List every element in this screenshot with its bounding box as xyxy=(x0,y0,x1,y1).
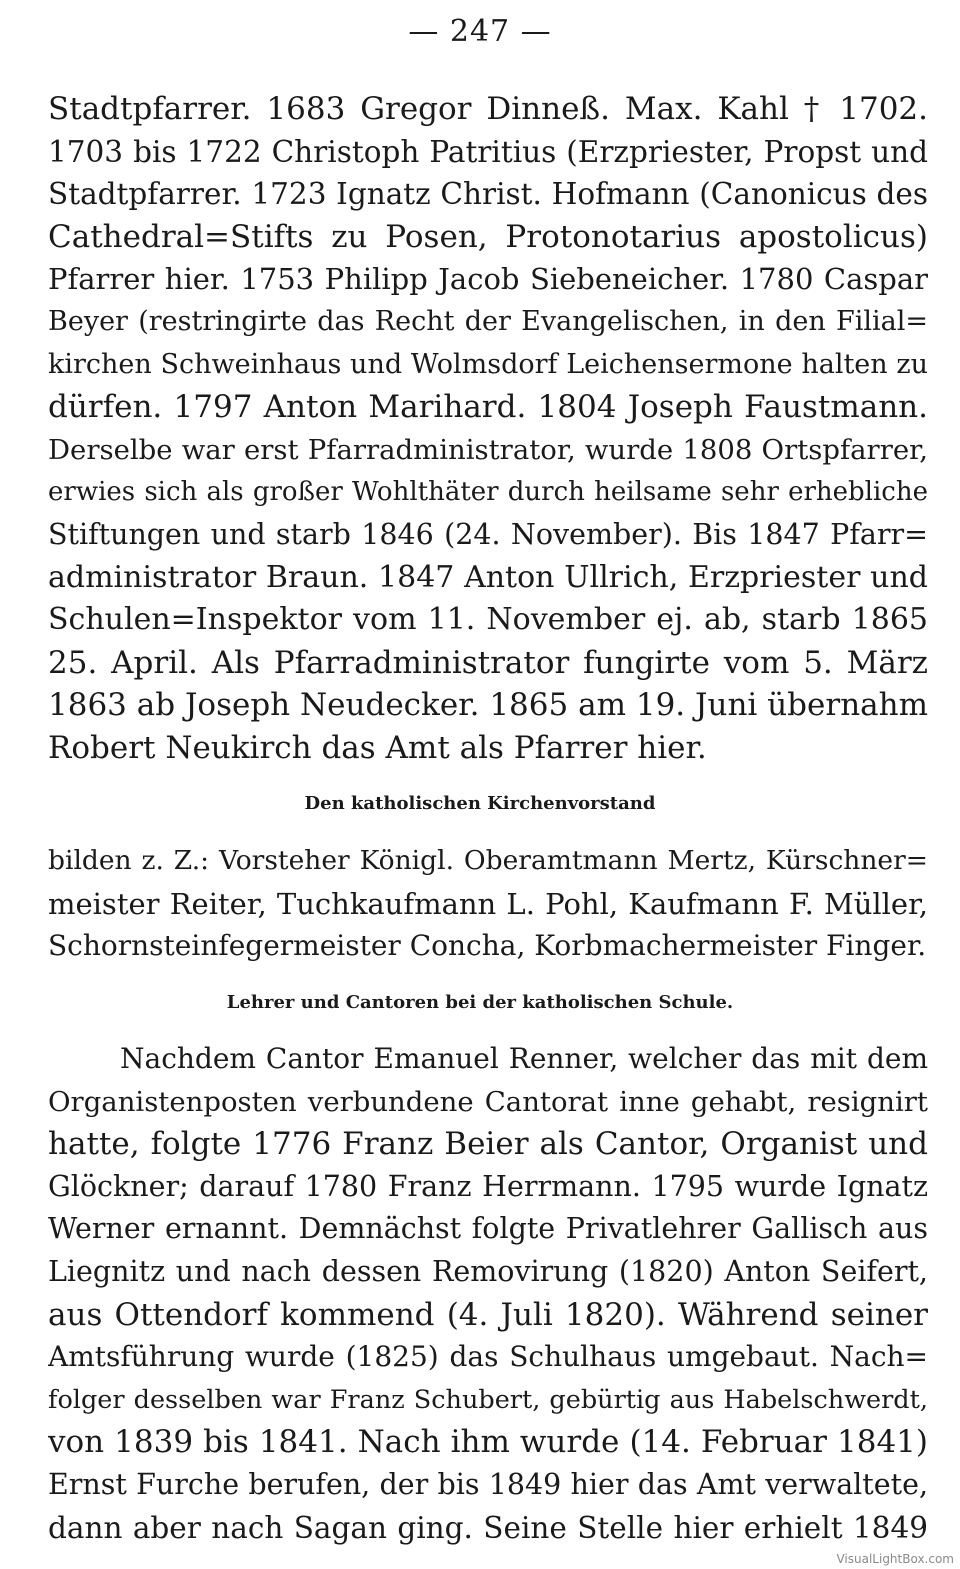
page-number: — 247 — xyxy=(408,14,552,49)
text-line: Werner ernannt. Demnächst folgte Privatlehrer Gallisch aus xyxy=(48,1212,928,1246)
text-line: Glöckner; darauf 1780 Franz Herrmann. 1795 wurde Ignatz xyxy=(48,1169,928,1203)
section-kirchenvorstand xyxy=(48,840,928,968)
text-line: hatte, folgte 1776 Franz Beier als Cantor, Organist und xyxy=(48,1126,928,1163)
text-line: 1863 ab Joseph Neudecker. 1865 am 19. Juni übernahm xyxy=(48,687,928,724)
section-heading-lehrer-cantoren: Lehrer und Cantoren bei der katholischen Schule. xyxy=(226,992,734,1013)
text-line: bilden z. Z.: Vorsteher Königl. Oberamtmann Mertz, Kürschner= xyxy=(48,845,928,876)
text-line: von 1839 bis 1841. Nach ihm wurde (14. Februar 1841) xyxy=(48,1424,928,1461)
section-lehrer-cantoren xyxy=(48,1038,928,1549)
text-line: erwies sich als großer Wohlthäter durch heilsame sehr erhebliche xyxy=(48,477,928,508)
text-line: Liegnitz und nach dessen Removirung (1820) Anton Seifert, xyxy=(48,1254,928,1288)
section-parish-history xyxy=(48,88,928,770)
text-line: Nachdem Cantor Emanuel Renner, welcher das mit dem xyxy=(120,1042,928,1075)
text-line: aus Ottendorf kommend (4. Juli 1820). Während seiner xyxy=(48,1296,928,1333)
text-line: Stadtpfarrer. 1723 Ignatz Christ. Hofmann (Canonicus des xyxy=(48,177,928,212)
text-line: Organistenposten verbundene Cantorat inne gehabt, resignirt xyxy=(48,1085,928,1118)
text-line: Derselbe war erst Pfarradministrator, wurde 1808 Ortspfarrer, xyxy=(48,433,928,466)
text-line: Schornsteinfegermeister Concha, Korbmachermeister Finger. xyxy=(48,929,927,963)
text-line: Amtsführung wurde (1825) das Schulhaus umgebaut. Nach= xyxy=(48,1340,928,1374)
watermark: VisualLightBox.com xyxy=(836,1552,954,1566)
text-line: 1703 bis 1722 Christoph Patritius (Erzpriester, Propst und xyxy=(48,134,928,169)
text-line: Ernst Furche berufen, der bis 1849 hier das Amt verwaltete, xyxy=(48,1467,928,1501)
text-line: administrator Braun. 1847 Anton Ullrich, Erzpriester und xyxy=(48,559,928,595)
text-line: Stiftungen und starb 1846 (24. November). Bis 1847 Pfarr= xyxy=(48,517,928,551)
text-line: Schulen=Inspektor vom 11. November ej. ab, starb 1865 xyxy=(48,602,928,638)
text-line: Robert Neukirch das Amt als Pfarrer hier. xyxy=(48,729,707,766)
text-line: folger desselben war Franz Schubert, gebürtig aus Habelschwerdt, xyxy=(48,1384,928,1415)
text-line: Cathedral=Stifts zu Posen, Protonotarius apostolicus) xyxy=(48,218,928,255)
text-line: Pfarrer hier. 1753 Philipp Jacob Siebeneicher. 1780 Caspar xyxy=(48,262,928,297)
text-line: meister Reiter, Tuchkaufmann L. Pohl, Kaufmann F. Müller, xyxy=(48,886,928,921)
text-line: Stadtpfarrer. 1683 Gregor Dinneß. Max. Kahl † 1702. xyxy=(48,91,928,127)
text-line: Beyer (restringirte das Recht der Evangelischen, in den Filial= xyxy=(48,305,928,337)
text-line: 25. April. Als Pfarradministrator fungirte vom 5. März xyxy=(48,644,928,681)
text-line: kirchen Schweinhaus und Wolmsdorf Leichensermone halten zu xyxy=(48,348,928,380)
section-heading-kirchenvorstand: Den katholischen Kirchenvorstand xyxy=(304,793,656,814)
text-line: dann aber nach Sagan ging. Seine Stelle hier erhielt 1849 xyxy=(48,1510,928,1545)
text-line: dürfen. 1797 Anton Marihard. 1804 Joseph Faustmann. xyxy=(48,389,928,426)
